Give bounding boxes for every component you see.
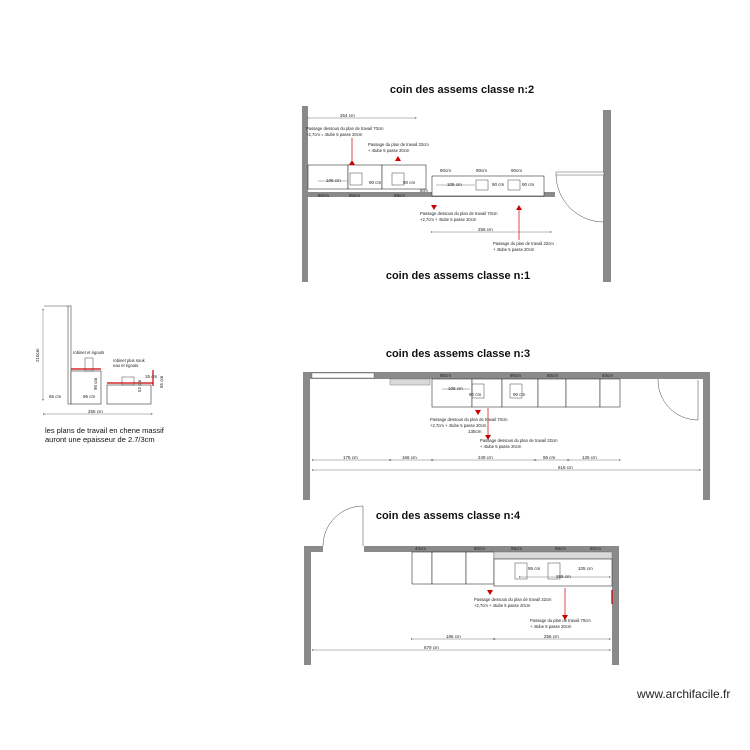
plan-4-cabinet xyxy=(466,552,494,584)
plan-2-marker-arrow xyxy=(349,160,355,165)
plan-4-wall-left xyxy=(304,546,311,665)
plan-2-note-c-line-2: +2,7cm + 4tube 5 passe 20cm xyxy=(420,217,477,222)
dimension-label: 52 cm xyxy=(137,379,142,392)
plan-2-note-d-line-1: Passage du plan de travail 32cm xyxy=(493,241,554,246)
dimension-label: 66 cm xyxy=(49,394,62,399)
plan-2-wall-right xyxy=(603,110,611,282)
plan-4-wall-right xyxy=(612,552,619,665)
plan-3-wall-left xyxy=(303,379,310,500)
plan-4-cabinet xyxy=(432,552,466,584)
dimension-label: 105 cm xyxy=(578,566,593,571)
dimension-label: 105 cm xyxy=(448,386,463,391)
elevation-faucet xyxy=(122,377,134,385)
plan-2-cabinet xyxy=(308,165,348,189)
plan-4-title: coin des assems classe n:4 xyxy=(375,510,521,522)
plan-3-hatch xyxy=(390,379,430,385)
dimension-label: 105 cm xyxy=(326,178,341,183)
plan-2-note-b-line-2: + 4tube 5 passe 20cm xyxy=(368,148,410,153)
dimension-label: 166 cm xyxy=(402,455,417,460)
elevation-label-a: robinet et égouts xyxy=(73,350,105,355)
dimension-label: 95cm xyxy=(555,546,567,551)
plan-3-note-b-line-2: + 4tube 5 passe 20cm xyxy=(480,444,522,449)
plan-3-wall-right xyxy=(703,379,710,500)
plan-3-cabinet xyxy=(432,379,472,407)
plan-classe-3 xyxy=(303,348,710,500)
dimension-label: 135cm xyxy=(468,429,482,434)
dimension-label: 679 cm xyxy=(424,645,439,650)
dimension-label: 90 cm xyxy=(403,180,416,185)
elevation-note-line-2: auront une epaisseur de 2.7/3cm xyxy=(45,435,155,444)
dimension-label: 256 cm xyxy=(544,634,559,639)
plan-4-wall-back xyxy=(364,546,619,552)
plan-4-note-b-line-1: Passage du plan de travail 70cm xyxy=(530,618,591,623)
elevation-section xyxy=(35,306,165,444)
dimension-label: 65 cm xyxy=(159,375,164,388)
plan-4-hatch xyxy=(494,552,612,559)
dimension-label: 90 cm xyxy=(522,182,535,187)
dimension-label: 89cm xyxy=(394,193,406,198)
dimension-label: 90cm xyxy=(510,373,522,378)
plan-3-cabinet xyxy=(600,379,620,407)
plan-3-door-swing xyxy=(658,379,698,420)
elevation-label-b-line-2: eau et égouts xyxy=(113,363,139,368)
dimension-label: 95cm xyxy=(511,546,523,551)
dimension-label: 15 cm xyxy=(145,374,158,379)
plan-2-marker-arrow xyxy=(395,156,401,161)
dimension-label: 40cm xyxy=(415,546,427,551)
elevation-cabinet xyxy=(107,385,151,404)
dimension-label: 6cm xyxy=(420,188,428,193)
dimension-label: 105 cm xyxy=(447,182,462,187)
plan-2-marker-arrow xyxy=(516,205,522,210)
plan-classe-2 xyxy=(302,84,611,282)
dimension-label: 90 cm xyxy=(369,180,382,185)
plan-4-wall-back xyxy=(311,546,323,552)
dimension-label: 40cm xyxy=(602,373,614,378)
elevation-wall xyxy=(68,306,71,404)
plan-4-door-swing xyxy=(323,506,363,546)
plan-3-note-a-line-2: +2,7cm + 4tube 5 passe 20cm xyxy=(430,423,487,428)
plan-2-note-a-line-1: Passage dessous du plan de travail 70cm xyxy=(306,126,384,131)
dimension-label: 265 cm xyxy=(556,574,571,579)
elevation-label-b-line-1: robinet plus souk xyxy=(113,358,145,363)
plan-2-note-d-line-2: + 4tube 5 passe 20cm xyxy=(493,247,535,252)
dimension-label: 80cm xyxy=(590,546,602,551)
dimension-label: 175 cm xyxy=(343,455,358,460)
plan-4-marker-arrow xyxy=(487,590,493,595)
dimension-label: 86 cm xyxy=(543,455,556,460)
plan-2-door xyxy=(556,172,604,175)
plan-2-cabinet xyxy=(348,165,382,189)
dimension-label: 618 cm xyxy=(558,465,573,470)
plan-2-note-b-line-1: Passage du plan de travail 32cm xyxy=(368,142,429,147)
plan-3-note-a-line-1: Passage dessous du plan de travail 70cm xyxy=(430,417,508,422)
dimension-label: 80cm xyxy=(440,168,452,173)
dimension-label: 95 cm xyxy=(528,566,541,571)
dimension-label: 90 cm xyxy=(492,182,505,187)
plan-3-title: coin des assems classe n:3 xyxy=(385,348,531,360)
dimension-label: 96 cm xyxy=(83,394,96,399)
plan-3-cabinet xyxy=(538,379,566,407)
plan-3-window xyxy=(312,373,374,378)
dimension-label: 255 cm xyxy=(88,409,103,414)
plan-3-note-b-line-1: Passage dessous du plan de travail 32cm xyxy=(480,438,558,443)
watermark: www.archifacile.fr xyxy=(637,687,731,701)
plan-4-note-a-line-2: +2,7cm + 4tube 5 passe 20cm xyxy=(474,603,531,608)
dimension-label: 80cm xyxy=(440,373,452,378)
plan-2-note-c-line-1: Passage dessous du plan de travail 70cm xyxy=(420,211,498,216)
dimension-label: 90cm xyxy=(476,168,488,173)
plan-2-note-a-line-2: +2,7cm = 4tube 5 passe 20cm xyxy=(306,132,363,137)
dimension-label: 80cm xyxy=(474,546,486,551)
dimension-label: 90cm xyxy=(349,193,361,198)
plan-4-cabinet xyxy=(412,552,432,584)
dimension-label: 254 cm xyxy=(340,113,355,118)
elevation-note-line-1: les plans de travail en chene massif xyxy=(45,426,164,435)
dimension-label: 90 cm xyxy=(469,392,482,397)
plan-3-marker-arrow xyxy=(475,410,481,415)
dimension-label: 80cm xyxy=(547,373,559,378)
plan-4-note-a-line-1: Passage dessous du plan de travail 32cm xyxy=(474,597,552,602)
dimension-label: 80cm xyxy=(318,193,330,198)
plan-4-note-b-line-2: + 4tube 5 passe 20cm xyxy=(530,624,572,629)
dimension-label: 210cm xyxy=(35,348,40,362)
dimension-label: 90 cm xyxy=(513,392,526,397)
plan-1-title: coin des assems classe n:1 xyxy=(385,270,531,282)
dimension-label: 90cm xyxy=(511,168,523,173)
dimension-label: 249 cm xyxy=(478,455,493,460)
plan-classe-4 xyxy=(304,506,619,665)
plan-2-door-swing xyxy=(556,175,604,222)
dimension-label: 186 cm xyxy=(446,634,461,639)
dimension-label: 126 cm xyxy=(582,455,597,460)
plan-2-title: coin des assems classe n:2 xyxy=(389,84,535,96)
dimension-label: 256 cm xyxy=(478,227,493,232)
plan-3-cabinet xyxy=(566,379,600,407)
plan-2-marker-arrow xyxy=(431,205,437,210)
dimension-label: 90 cm xyxy=(93,377,98,390)
